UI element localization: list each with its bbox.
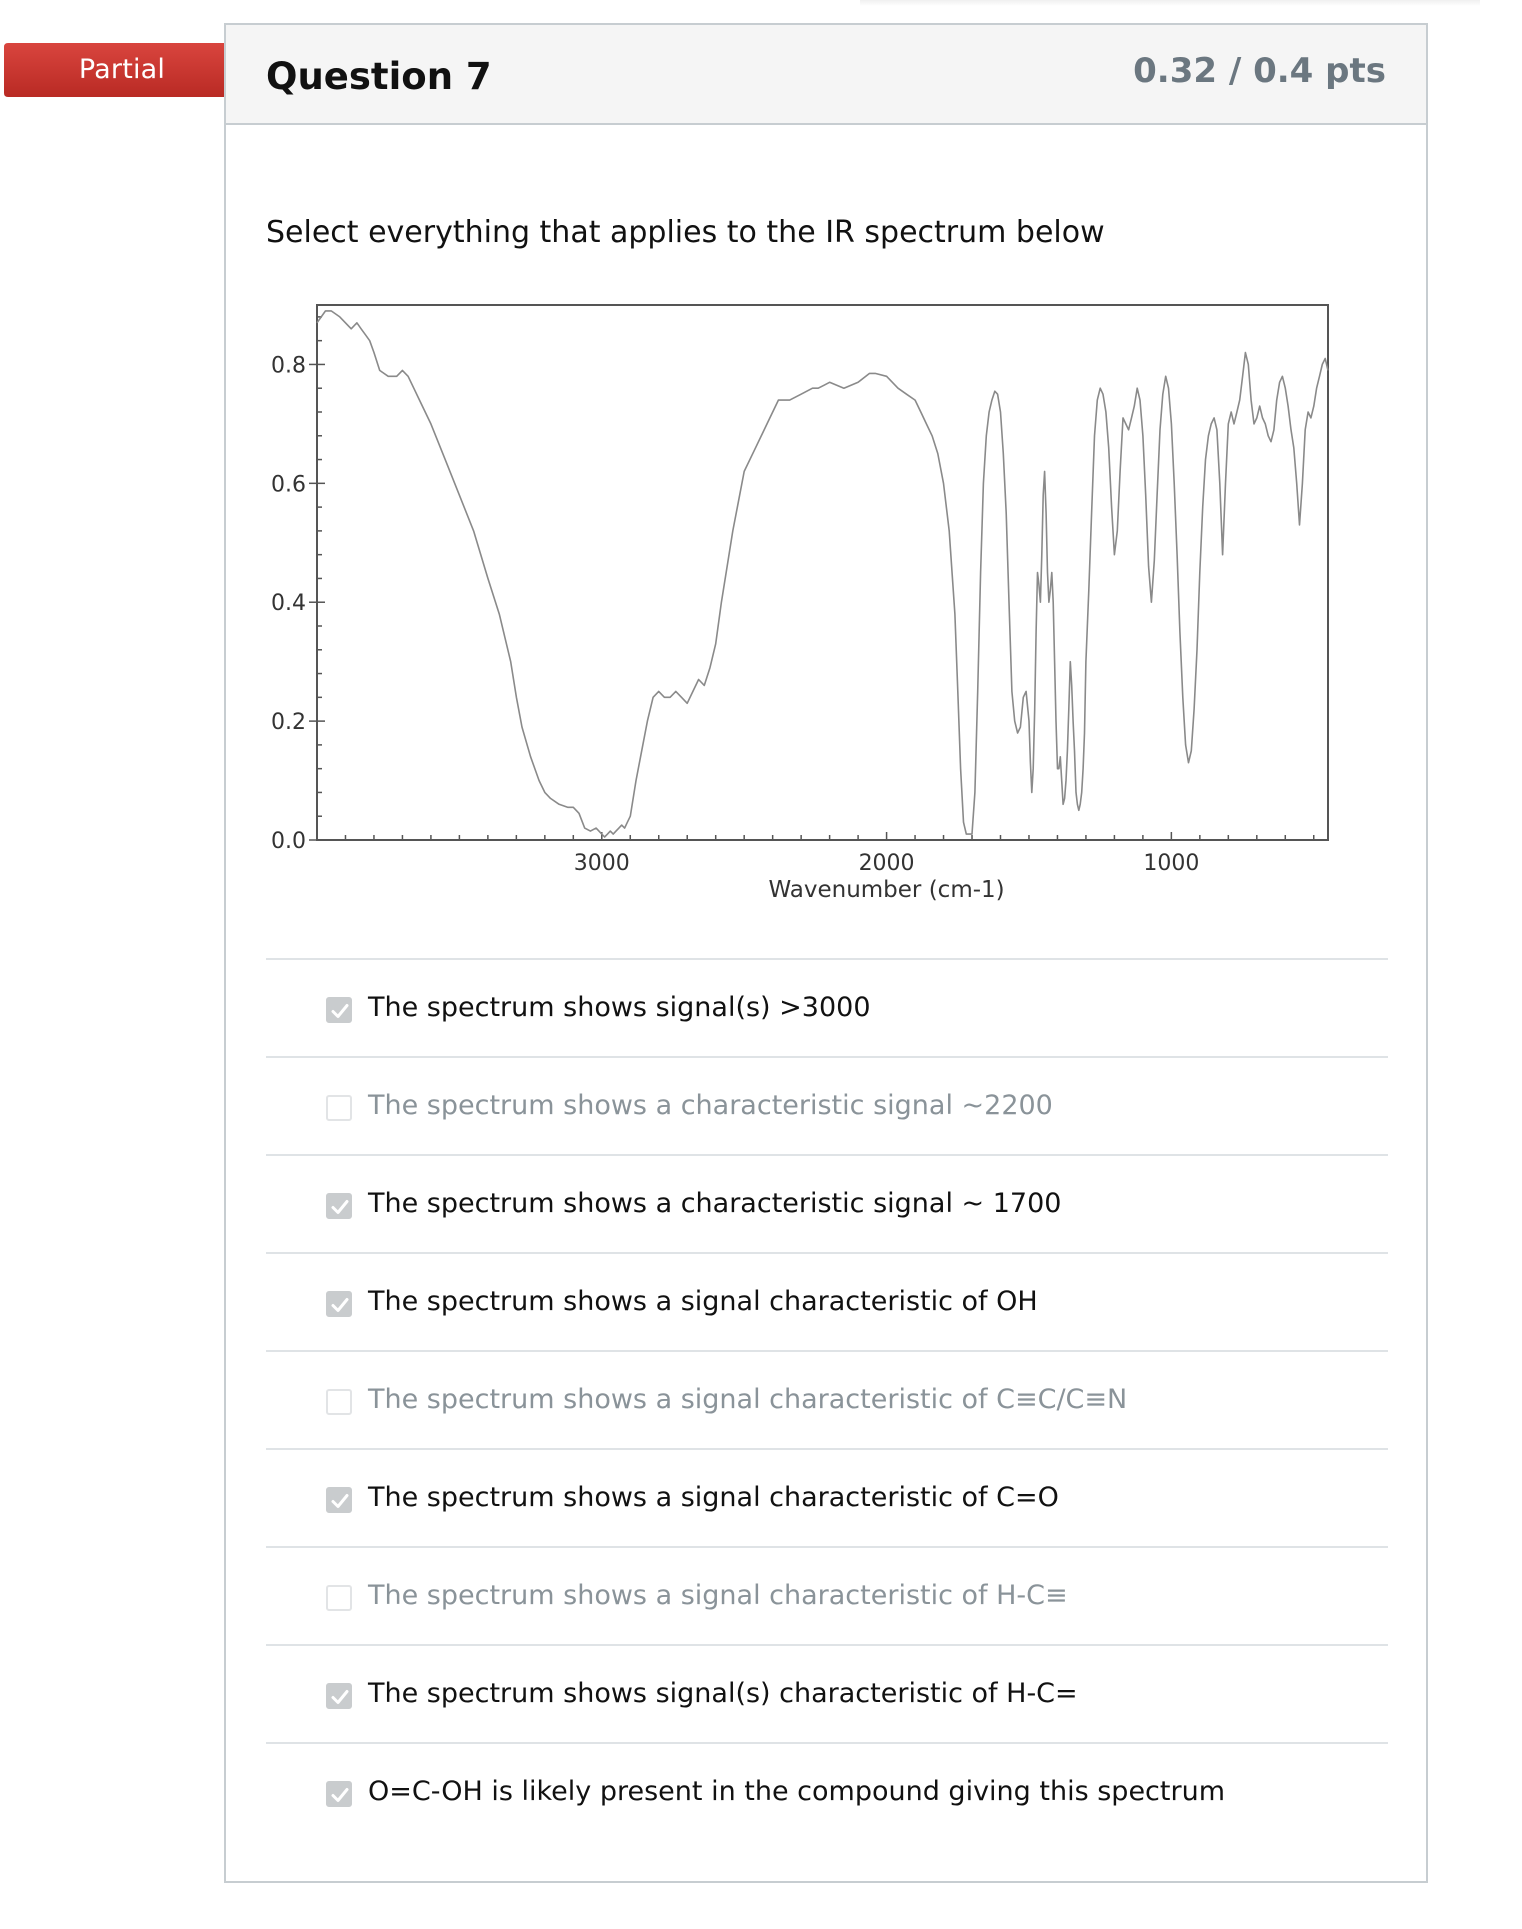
x-tick-label: 2000 (858, 851, 915, 876)
answer-text: O=C-OH is likely present in the compound giving this spectrum (368, 1776, 1225, 1807)
partial-label: Partial (78, 54, 166, 85)
answer-option[interactable] (266, 1742, 1388, 1840)
question-card (224, 23, 1428, 1883)
y-tick-label: 0.8 (271, 353, 306, 379)
answer-option[interactable] (266, 1154, 1388, 1252)
checkbox-checked[interactable] (326, 1291, 352, 1317)
y-tick-label: 0.6 (271, 472, 306, 498)
checkbox-unchecked[interactable] (326, 1389, 352, 1415)
answer-option[interactable] (266, 1252, 1388, 1350)
y-tick-label: 0.0 (271, 829, 306, 854)
question-title: Question 7 (266, 55, 492, 98)
answer-text: The spectrum shows a signal characteristic of C=O (368, 1482, 1059, 1513)
checkbox-checked[interactable] (326, 1683, 352, 1709)
answer-option[interactable] (266, 1546, 1388, 1644)
answer-text: The spectrum shows a characteristic signal ~ 1700 (368, 1188, 1062, 1219)
checkmark-icon (329, 1196, 351, 1218)
checkmark-icon (329, 1490, 351, 1512)
checkmark-icon (329, 1784, 351, 1806)
x-axis-label: Wavenumber (cm-1) (768, 877, 1005, 903)
y-tick-label: 0.4 (271, 591, 306, 617)
answer-text: The spectrum shows a signal characteristic of H-C≡ (368, 1580, 1068, 1611)
checkmark-icon (329, 1000, 351, 1022)
checkbox-unchecked[interactable] (326, 1095, 352, 1121)
answer-text: The spectrum shows a signal characteristic of C≡C/C≡N (368, 1384, 1128, 1415)
checkbox-checked[interactable] (326, 1781, 352, 1807)
checkbox-checked[interactable] (326, 997, 352, 1023)
top-edge-shadow (860, 0, 1480, 6)
answer-list (266, 958, 1388, 1840)
question-points: 0.32 / 0.4 pts (1133, 51, 1386, 91)
y-tick-label: 0.2 (271, 710, 306, 736)
checkmark-icon (329, 1294, 351, 1316)
answer-option[interactable] (266, 1350, 1388, 1448)
answer-text: The spectrum shows signal(s) >3000 (368, 992, 871, 1023)
checkbox-checked[interactable] (326, 1487, 352, 1513)
question-prompt: Select everything that applies to the IR spectrum below (266, 215, 1105, 250)
answer-text: The spectrum shows signal(s) characteristic of H-C= (368, 1678, 1078, 1709)
answer-option[interactable] (266, 1448, 1388, 1546)
answer-option[interactable] (266, 958, 1388, 1056)
spectrum-series-line (317, 311, 1328, 837)
checkbox-checked[interactable] (326, 1193, 352, 1219)
answer-option[interactable] (266, 1644, 1388, 1742)
x-tick-label: 1000 (1143, 851, 1200, 876)
ir-spectrum-chart (266, 275, 1386, 925)
x-tick-label: 3000 (573, 851, 630, 876)
answer-option[interactable] (266, 1056, 1388, 1154)
x-axis (345, 832, 1313, 876)
answer-text: The spectrum shows a signal characteristic of OH (368, 1286, 1038, 1317)
checkbox-unchecked[interactable] (326, 1585, 352, 1611)
checkmark-icon (329, 1686, 351, 1708)
answer-text: The spectrum shows a characteristic signal ~2200 (368, 1090, 1053, 1121)
question-header (226, 25, 1426, 125)
